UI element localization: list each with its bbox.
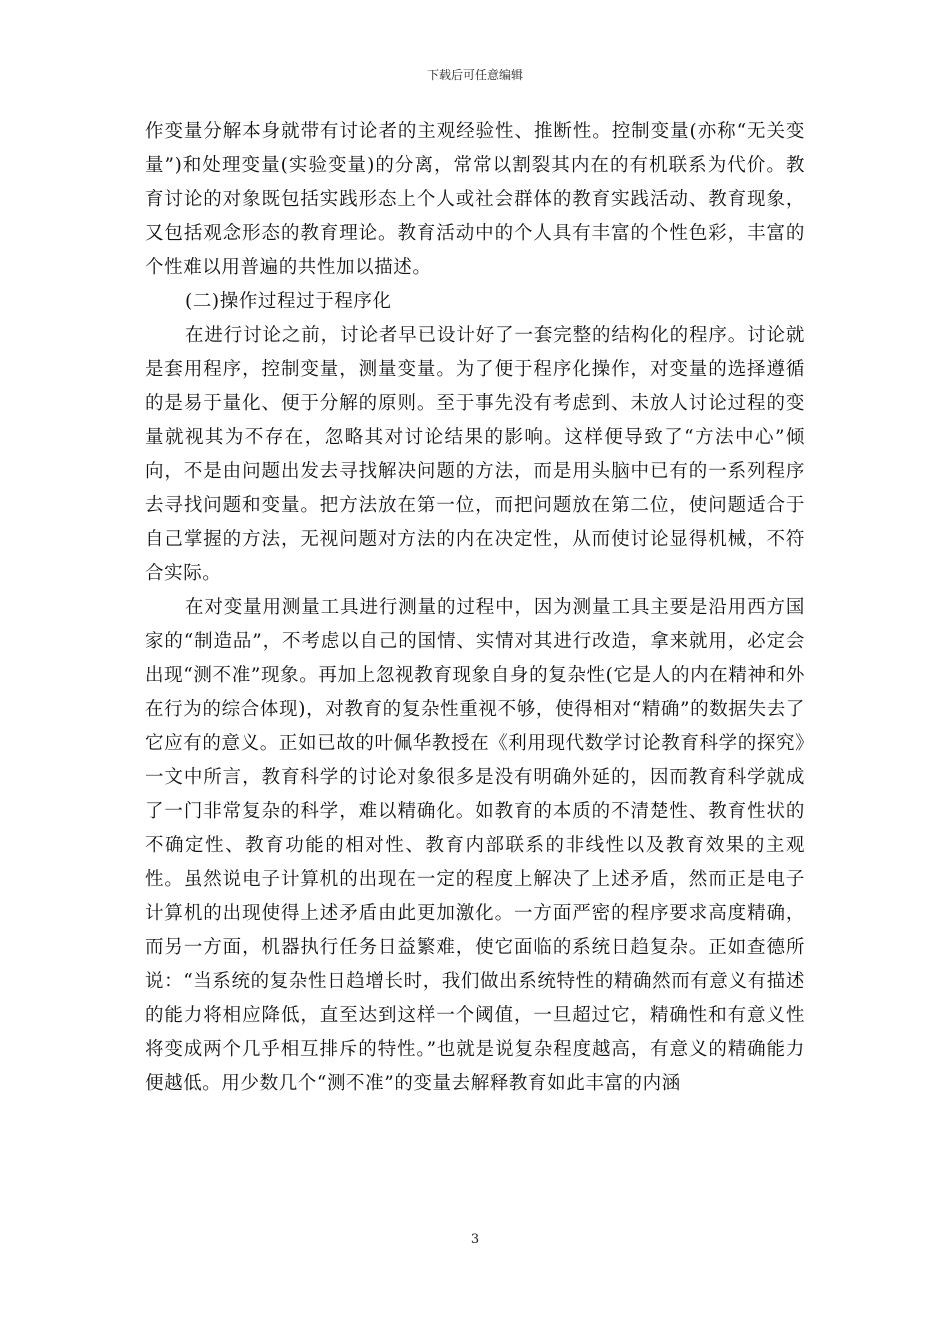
- paragraph-continuation: 作变量分解本身就带有讨论者的主观经验性、推断性。控制变量(亦称“无关变量”)和处理变量(实验变量)的分离，常常以割裂其内在的有机联系为代价。教育讨论的对象既包括实践形态上个人或社会群体的教育实践活动、教育现象，又包括观念形态的教育理论。教育活动中的个人具有丰富的个性色彩，丰富的个性难以用普遍的共性加以描述。: [145, 121, 805, 278]
- document-body: [145, 115, 805, 1101]
- section-heading: (二)操作过程过于程序化: [185, 291, 392, 312]
- paragraph: 在对变量用测量工具进行测量的过程中，因为测量工具主要是沿用西方国家的“制造品”，不考虑以自己的国情、实情对其进行改造，拿来就用，必定会出现“测不准”现象。再加上忽视教育现象自身的复杂性(它是人的内在精神和外在行为的综合体现)，对教育的复杂性重视不够，使得相对“精确”的数据失去了它应有的意义。正如已故的叶佩华教授在《利用现代数学讨论教育科学的探究》一文中所言，教育科学的讨论对象很多是没有明确外延的，因而教育科学就成了一门非常复杂的科学，难以精确化。如教育的本质的不清楚性、教育性状的不确定性、教育功能的相对性、教育内部联系的非线性以及教育效果的主观性。虽然说电子计算机的出现在一定的程度上解决了上述矛盾，然而正是电子计算机的出现使得上述矛盾由此更加激化。一方面严密的程序要求高度精确，而另一方面，机器执行任务日益繁难，使它面临的系统日趋复杂。正如查德所说：“当系统的复杂性日趋增长时，我们做出系统特性的精确然而有意义有描述的能力将相应降低，直至达到这样一个阈值，一旦超过它，精确性和有意义性将变成两个几乎相互排斥的特性。”也就是说复杂程度越高，有意义的精确能力便越低。用少数几个“测不准”的变量去解释教育如此丰富的内涵: [145, 597, 805, 1094]
- paragraph: 在进行讨论之前，讨论者早已设计好了一套完整的结构化的程序。讨论就是套用程序，控制变量，测量变量。为了便于程序化操作，对变量的选择遵循的是易于量化、便于分解的原则。至于事先没有考虑到、未放人讨论过程的变量就视其为不存在，忽略其对讨论结果的影响。这样便导致了“方法中心”倾向，不是由问题出发去寻找解决问题的方法，而是用头脑中已有的一系列程序去寻找问题和变量。把方法放在第一位，而把问题放在第二位，使问题适合于自己掌握的方法，无视问题对方法的内在决定性，从而使讨论显得机械，不符合实际。: [145, 325, 805, 584]
- page-header-note: 下载后可任意编辑: [426, 68, 523, 82]
- page-number: 3: [470, 1232, 480, 1247]
